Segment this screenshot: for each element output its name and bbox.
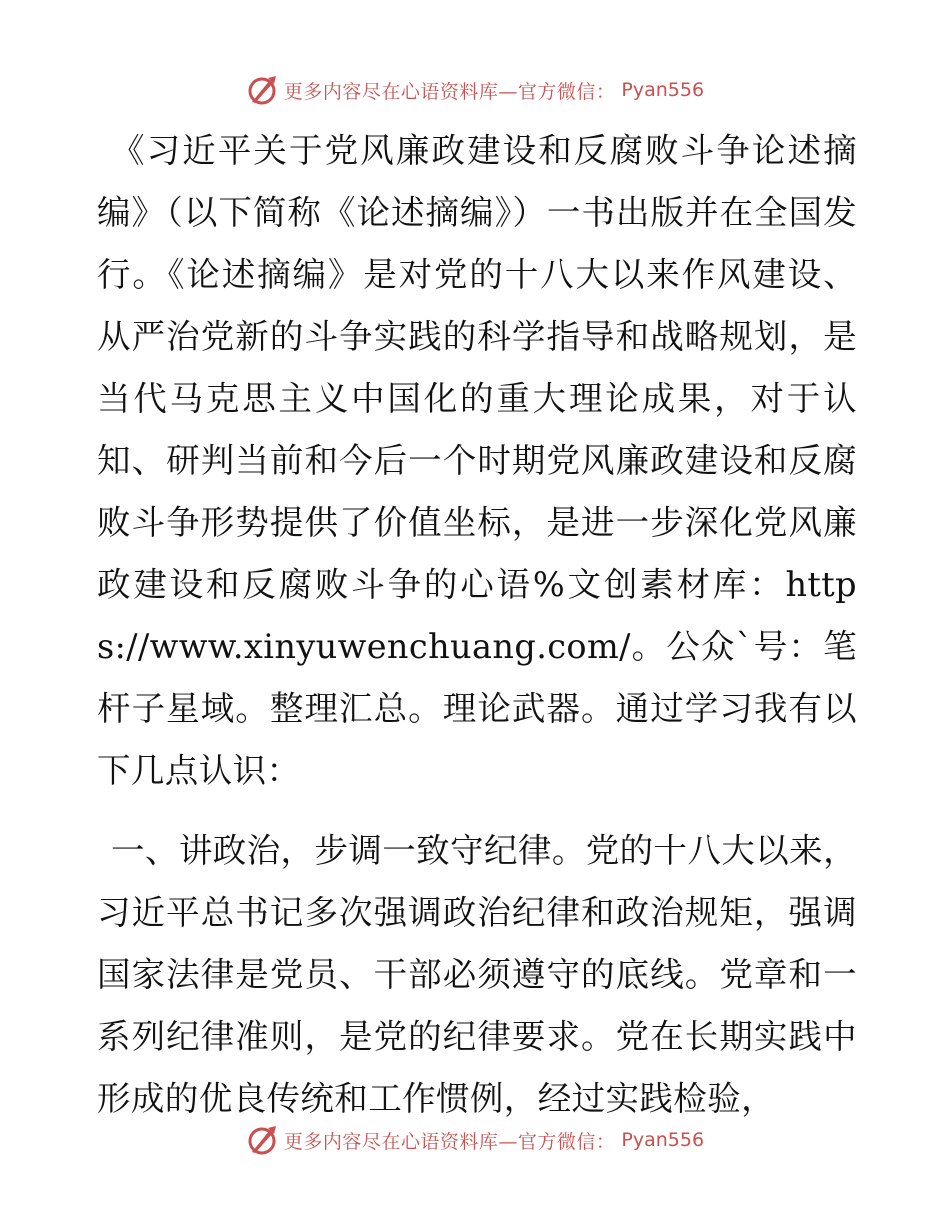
header-promo-text: 更多内容尽在心语资料库—官方微信： [283, 80, 616, 103]
footer-promo-text: 更多内容尽在心语资料库—官方微信： [283, 1130, 616, 1153]
header-watermark [0, 70, 950, 110]
footer-watermark [0, 1120, 950, 1160]
document-body [97, 120, 857, 1130]
quill-logo-icon [246, 74, 278, 106]
header-account-id: Pyan556 [621, 79, 705, 101]
paragraph-section-one: 一、讲政治，步调一致守纪律。党的十八大以来，习近平总书记多次强调政治纪律和政治规矩，强调国家法律是党员、干部必须遵守的底线。党章和一系列纪律准则，是党的纪律要求。党在长期实践中形成的优良传统和工作惯例，经过实践检验， [97, 831, 857, 1118]
footer-account-id: Pyan556 [621, 1129, 705, 1151]
quill-logo-icon [246, 1124, 278, 1156]
paragraph-intro: 《习近平关于党风廉政建设和反腐败斗争论述摘编》（以下简称《论述摘编》）一书出版并在全国发行。《论述摘编》是对党的十八大以来作风建设、从严治党新的斗争实践的科学指导和战略规划，是当代马克思主义中国化的重大理论成果，对于认知、研判当前和今后一个时期党风廉政建设和反腐败斗争形势提供了价值坐标，是进一步深化党风廉政建设和反腐败斗争的心语%文创素材库：https://www.xinyuwenchuang.com/。公众`号：笔杆子星域。整理汇总。理论武器。通过学习我有以下几点认识： [97, 131, 857, 790]
